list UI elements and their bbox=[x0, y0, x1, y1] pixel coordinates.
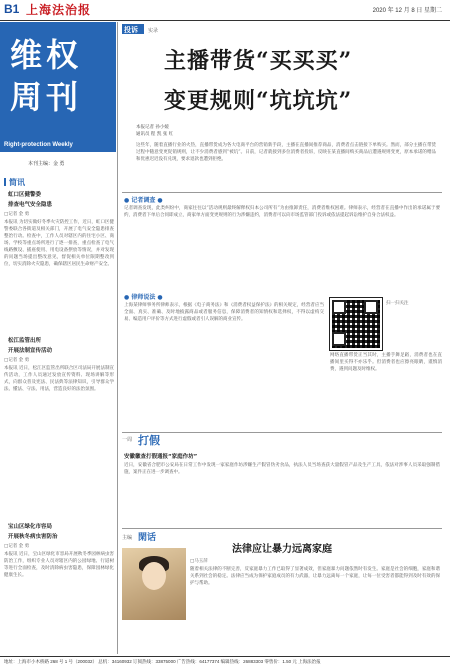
brief1-title: 虹口区健警委 bbox=[8, 192, 42, 198]
column-byline: □马玉萍 bbox=[190, 559, 208, 564]
qr-corner-icon bbox=[332, 300, 346, 314]
banner-subtitle: Right-protection Weekly bbox=[4, 142, 73, 148]
issue-date: 2020 年 12 月 8 日 星期二 bbox=[372, 8, 442, 14]
brief3-title: 宝山区绿化市容局 bbox=[8, 524, 53, 530]
feature-byline bbox=[136, 124, 173, 138]
face-shape bbox=[142, 562, 166, 590]
column-kicker: 閑话 bbox=[138, 533, 157, 543]
feature-kicker: 投诉 bbox=[124, 26, 138, 34]
paper-name: 上海法治报 bbox=[26, 3, 92, 17]
brief2-title: 松江监管出所 bbox=[8, 338, 42, 344]
brief2-body: 本报讯 近日，松江区监管出所联合区司法局开展法制宣传活动，工作人员通过发放宣传资料、现场讲解等形式，向群众普及宪法、民法典等法律知识，引导群众学法、懂法、守法、用法，营造良好的法治氛围。 bbox=[4, 366, 114, 392]
brief-headline: 安徽徽查打假通报“家庭作坊” bbox=[124, 454, 198, 460]
column-divider bbox=[117, 22, 118, 654]
qr-corner-icon bbox=[332, 332, 346, 346]
brief3-body: 本报讯 近日，宝山区绿化市容局开展秋冬季园林病虫害防治工作，组织专业人员对辖区内的公园绿地、行道树等进行全面检查，及时清除病虫害隐患，保障园林绿化健康生长。 bbox=[4, 552, 114, 578]
banner-title-line1: 维权 bbox=[10, 36, 83, 74]
divider bbox=[122, 528, 442, 529]
divider bbox=[122, 192, 442, 193]
divider bbox=[122, 432, 442, 433]
byline-correspondent: 通讯员 程 凯 张 红 bbox=[136, 132, 174, 137]
editor-credit: 本刊主编：金 勇 bbox=[28, 161, 65, 167]
brief-body: 近日，安徽省合肥市公安局在日常工作中发现一家家庭作坊涉嫌生产假冒伪劣食品，执法人员当场查获大量假冒产品及生产工具，依法对涉事人员采取强制措施，案件正在进一步调查中。 bbox=[124, 463, 440, 475]
byline-reporter: 本报记者 孙小媛 bbox=[136, 125, 169, 130]
brief1-byline: □记者 金 勇 bbox=[4, 212, 30, 217]
column-headline: 法律应让暴力远离家庭 bbox=[232, 544, 332, 555]
feature-headline-line2: 变更规则“坑坑坑” bbox=[164, 88, 353, 114]
lawyer-body: 上海某律师事务所律师表示，根据《电子商务法》和《消费者权益保护法》的相关规定，经营者应当全面、真实、准确、及时地披露商品或者服务信息，保障消费者的知情权和选择权，不得以虚构交易、编造用户评价等方式进行虚假或者引人误解的商业宣传。 bbox=[124, 303, 324, 322]
column-tag: 主编 bbox=[122, 535, 133, 541]
subhead-investigation: ● 记者调查 ● bbox=[124, 197, 163, 204]
photo-caption: 网络直播带货正当其时，主播手舞足蹈，消费者也在直播间里买得不亦乐乎。但消费者也应擦亮眼睛，谨慎消费，遇到问题及时维权。 bbox=[330, 353, 442, 372]
brief-tag: 一周 bbox=[122, 437, 133, 443]
columnist-photo bbox=[122, 548, 186, 620]
brief1-body: 本报讯 为切实做好冬季火灾防控工作，近日，虹口区健警委联合各街道及相关部门，开展了电气安全隐患排查整治行动。检查中，工作人员对辖区内的住宅小区、商场、学校等重点场所进行了逐一排查，重点检查了电气线路敷设、插座使用、用电设备摆放等情况，并对发现的问题当场提出整改意见，督促相关单位限期整改到位，切实消除火灾隐患，确保辖区居民生命财产安全。 bbox=[4, 220, 114, 267]
column-body: 随着相关法律的不断完善，反家庭暴力工作已取得了显著成效，但家庭暴力问题依然时有发生。家庭是社会的细胞，家庭和谐关系到社会的稳定。法律应当成为保护家庭成员的有力武器，让暴力远离每一个家庭，让每一位受害者都能得到及时有效的保护与帮助。 bbox=[190, 567, 440, 586]
feature-headline-line1: 主播带货“买买买” bbox=[164, 48, 353, 74]
feature-intro: 这些年，随着直播行业的火热，直播带货成为各大电商平台的营销新手段，主播在直播间推荐商品，消费者点击链接下单购买。然而，部分主播在带货过程中随意变更促销规则，让不少消费者感到“被坑”。日前，记者就接到多位消费者投诉，反映在某直播间购买商品后遭遇规则变更，原本承诺的赠品和优惠迟迟没有兑现，要求退款也遭到拒绝。 bbox=[136, 143, 436, 162]
qr-caption: 扫一扫关注 bbox=[386, 301, 409, 306]
brief3-byline: □记者 金 勇 bbox=[4, 544, 30, 549]
feature-kicker-tag: 实录 bbox=[148, 28, 159, 34]
brief2-byline: □记者 金 勇 bbox=[4, 358, 30, 363]
brief3-subtitle: 开展秋冬病虫害防治 bbox=[8, 534, 58, 540]
section-title-briefs: 简讯 bbox=[9, 178, 25, 187]
qr-corner-icon bbox=[364, 300, 378, 314]
section-marker bbox=[4, 178, 6, 186]
banner-title-line2: 周刊 bbox=[10, 78, 83, 116]
brief2-subtitle: 开展法制宣传活动 bbox=[8, 348, 53, 354]
brief1-subtitle: 排查电气安全隐患 bbox=[8, 202, 53, 208]
footer-info: 地址：上海市小木桥路 268 号 1 号（200032） 总机：34160932 订阅热线：33875000 广告热线：64177374 编辑热线：26883303 零售价：1.50 元 上海法治报 bbox=[4, 659, 321, 664]
banner-title bbox=[10, 34, 110, 118]
subhead-lawyer: ● 律师说法 ● bbox=[124, 294, 163, 301]
page-number: B1 bbox=[4, 2, 20, 16]
brief-kicker: 打假 bbox=[138, 434, 160, 447]
investigation-body: 记者调查发现，此类纠纷中，商家往往以“活动规则最终解释权归本公司所有”为由推卸责任，消费者维权困难。律师表示，经营者在直播中作出的承诺属于要约，消费者下单后合同即成立，商家单方面变更规则的行为涉嫌违约，消费者可以向市场监管部门投诉或依法提起诉讼维护自身合法权益。 bbox=[124, 206, 440, 218]
